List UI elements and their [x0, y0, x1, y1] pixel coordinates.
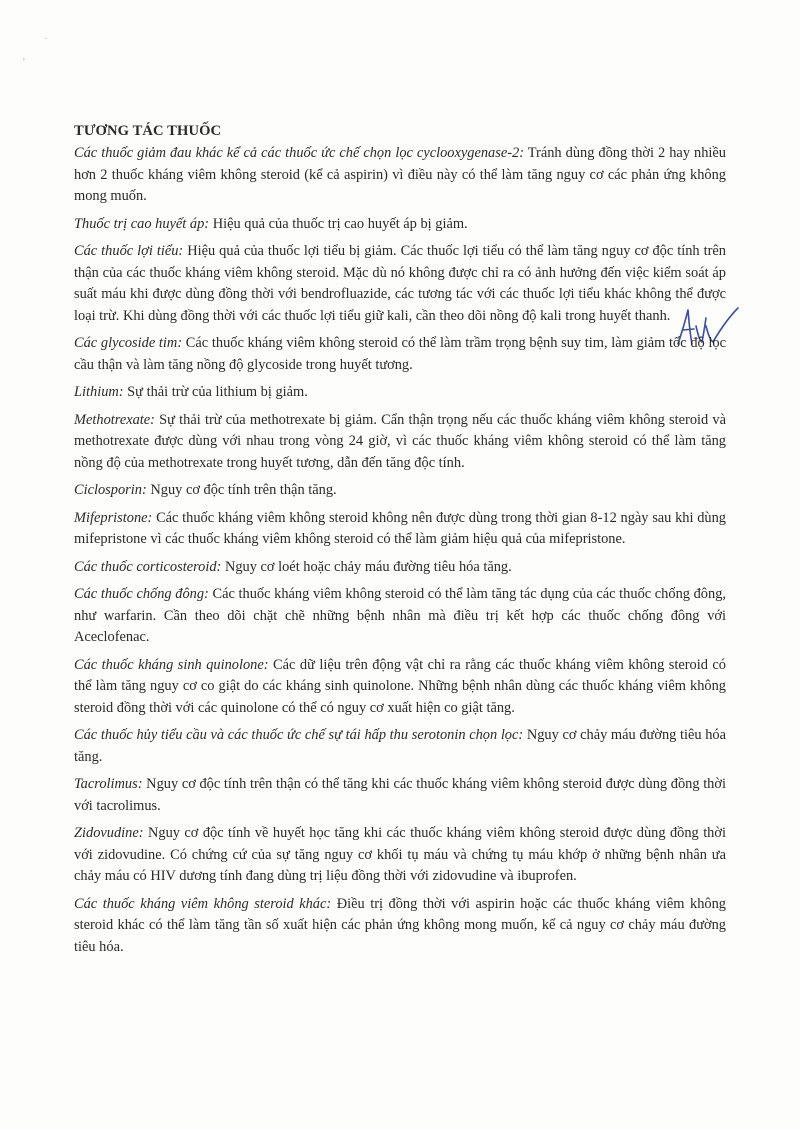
document-content	[74, 121, 726, 964]
drug-class-term: Các thuốc giảm đau khác kể cả các thuốc ức chế chọn lọc cyclooxygenase-2:	[74, 145, 524, 161]
interaction-description: Nguy cơ loét hoặc chảy máu đường tiêu hóa tăng.	[221, 558, 512, 575]
interaction-description: Các dữ liệu trên động vật chỉ ra rằng các thuốc kháng viêm không steroid có thể làm tăng nguy cơ co giật do các kháng sinh quinolone. Những bệnh nhân dùng các thuốc kháng viêm không steroid đồng thời với các quinolone có thể có nguy cơ xuất hiện co giật tăng.	[74, 656, 726, 716]
drug-class-term: Các thuốc kháng sinh quinolone:	[74, 656, 269, 673]
interaction-description: Sự thải trừ của methotrexate bị giảm. Cẩn thận trọng nếu các thuốc kháng viêm không steroid và methotrexate được dùng với nhau trong vòng 24 giờ, vì các thuốc kháng viêm không steroid có thể làm tăng nồng độ của methotrexate trong huyết tương, dẫn đến tăng độc tính.	[74, 411, 726, 471]
drug-class-term: Thuốc trị cao huyết áp:	[74, 215, 210, 232]
interaction-description: Các thuốc kháng viêm không steroid có thể làm trầm trọng bệnh suy tim, làm giảm tốc độ lọc cầu thận và làm tăng nồng độ glycoside trong huyết tương.	[74, 335, 726, 373]
interaction-description: Nguy cơ độc tính trên thận có thể tăng khi các thuốc kháng viêm không steroid được dùng đồng thời với tacrolimus.	[74, 776, 726, 814]
drug-class-term: Các thuốc chống đông:	[74, 586, 209, 602]
interaction-description: Hiệu quả của thuốc trị cao huyết áp bị giảm.	[209, 215, 468, 232]
interaction-paragraph	[74, 584, 726, 649]
interaction-paragraph	[74, 508, 726, 551]
interaction-paragraph	[74, 333, 726, 376]
interaction-description: Các thuốc kháng viêm không steroid không nên được dùng trong thời gian 8-12 ngày sau khi dùng mifepristone vì các thuốc kháng viêm không steroid có thể làm giảm hiệu quả của mifepristone.	[74, 509, 726, 547]
interaction-paragraph	[74, 480, 726, 502]
interaction-description: Nguy cơ chảy máu đường tiêu hóa tăng.	[74, 727, 726, 765]
interaction-description: Tránh dùng đồng thời 2 hay nhiều hơn 2 thuốc kháng viêm không steroid (kể cả aspirin) vì điều này có thể làm tăng nguy cơ các phản ứng không mong muốn.	[74, 145, 727, 204]
drug-class-term: Ciclosporin:	[74, 482, 147, 498]
drug-class-term: Zidovudine:	[74, 825, 144, 841]
drug-class-term: Mifepristone:	[74, 509, 153, 526]
interaction-paragraph	[74, 241, 726, 327]
drug-class-term: Các glycoside tim:	[74, 335, 183, 351]
scan-speck-mark: ʼ	[22, 56, 26, 68]
drug-class-term: Các thuốc corticosteroid:	[74, 558, 222, 575]
interaction-paragraph	[74, 410, 726, 475]
interaction-paragraph	[74, 143, 726, 208]
interaction-description: Nguy cơ độc tính về huyết học tăng khi các thuốc kháng viêm không steroid được dùng đồng thời với zidovudine. Có chứng cứ của sự tăng nguy cơ khối tụ máu và chứng tụ máu khớp ở những bệnh nhân ưa chảy máu có HIV dương tính đang dùng trị liệu đồng thời với zidovudine và ibuprofen.	[74, 825, 726, 884]
scan-speck-mark: ·	[44, 33, 48, 45]
interaction-paragraph	[74, 382, 726, 404]
interaction-description: Các thuốc kháng viêm không steroid có thể làm tăng tác dụng của các thuốc chống đông, như warfarin. Cần theo dõi chặt chẽ những bệnh nhân mà điều trị kết hợp các thuốc chống đông với Aceclofenac.	[74, 586, 726, 645]
drug-class-term: Tacrolimus:	[74, 776, 143, 792]
interaction-description: Hiệu quả của thuốc lợi tiểu bị giảm. Các thuốc lợi tiểu có thể làm tăng nguy cơ độc tính trên thận của các thuốc kháng viêm không steroid. Mặc dù nó không được chỉ ra có ảnh hưởng đến việc kiểm soát áp suất máu khi được dùng đồng thời với bendrofluazide, các tương tác với các thuốc lợi tiểu khác không thể được loại trừ. Khi dùng đồng thời với các thuốc lợi tiểu giữ kali, cần theo dõi nồng độ kali trong huyết thanh.	[74, 243, 726, 324]
drug-class-term: Các thuốc lợi tiểu:	[74, 243, 184, 259]
drug-class-term: Methotrexate:	[74, 411, 155, 428]
interaction-paragraph	[74, 557, 726, 579]
section-heading: TƯƠNG TÁC THUỐC	[74, 123, 222, 139]
interaction-description: Nguy cơ độc tính trên thận tăng.	[146, 482, 337, 498]
interaction-paragraph	[74, 894, 726, 959]
interaction-paragraph	[74, 774, 726, 817]
drug-class-term: Lithium:	[74, 384, 124, 400]
drug-class-term: Các thuốc hủy tiểu cầu và các thuốc ức chế sự tái hấp thu serotonin chọn lọc:	[74, 727, 524, 743]
interaction-paragraph	[74, 214, 726, 236]
drug-class-term: Các thuốc kháng viêm không steroid khác:	[74, 895, 332, 912]
interaction-paragraph	[74, 725, 726, 768]
interaction-description: Điều trị đồng thời với aspirin hoặc các thuốc kháng viêm không steroid khác có thể làm tăng tần số xuất hiện các phản ứng không mong muốn, kể cả nguy cơ chảy máu đường tiêu hóa.	[74, 895, 726, 955]
interaction-paragraph	[74, 823, 726, 888]
interaction-paragraph	[74, 655, 726, 720]
interaction-description: Sự thải trừ của lithium bị giảm.	[123, 384, 308, 400]
